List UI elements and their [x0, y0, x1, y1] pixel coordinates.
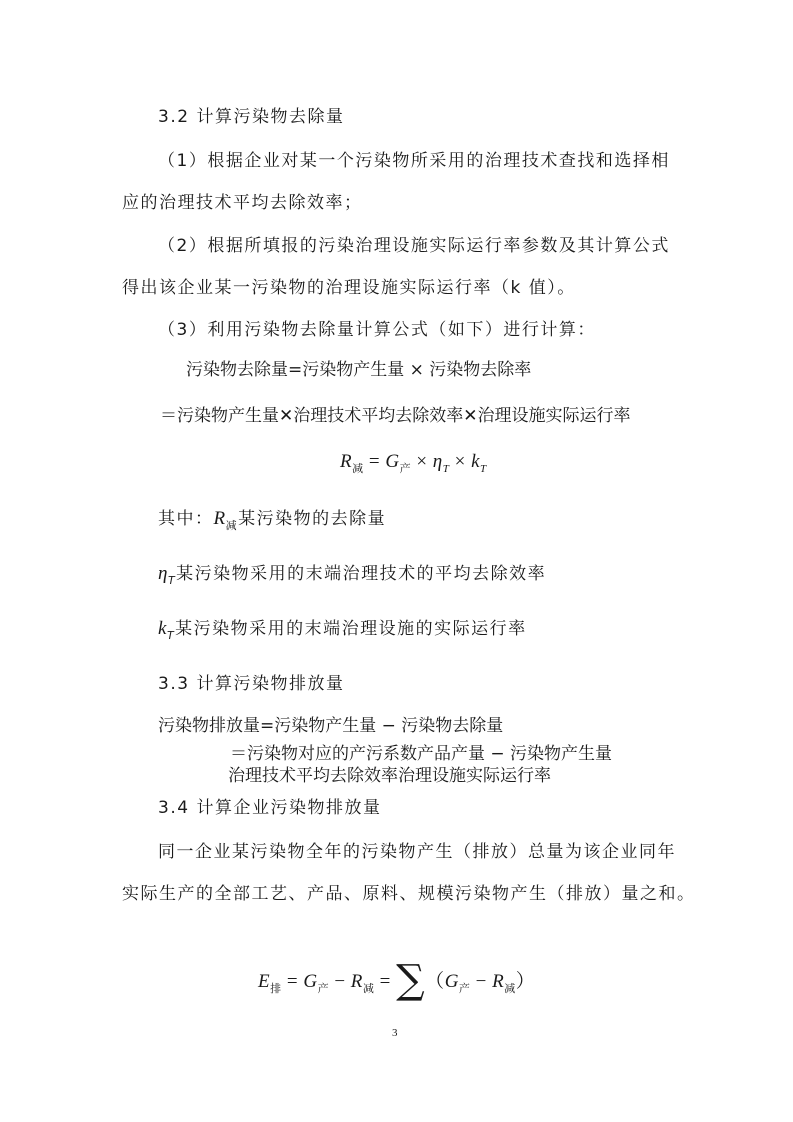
formula-times-2: ×	[454, 451, 466, 472]
sum-formula-G-sub: 产	[317, 983, 330, 995]
removal-formula	[340, 451, 487, 475]
section-3-4-para-line-2: 实际生产的全部工艺、产品、原料、规模污染物产生（排放）量之和。	[122, 884, 696, 904]
def-eta-symbol: η	[158, 563, 168, 584]
formula-R: R	[340, 451, 353, 472]
sum-formula-G: G	[303, 971, 318, 992]
sum-formula-E-sub: 排	[270, 983, 282, 995]
def-R-symbol: R	[213, 508, 226, 529]
sum-formula-equals-1: =	[286, 971, 299, 992]
page-number: 3	[392, 1027, 398, 1039]
def-k-symbol: k	[158, 618, 167, 639]
definition-k	[158, 618, 527, 642]
sum-formula-G2-sub: 产	[458, 983, 471, 995]
formula-G-sub: 产	[399, 463, 412, 475]
sum-formula-minus-2: −	[475, 971, 487, 992]
sum-formula-G2: G	[444, 971, 459, 992]
section-3-4-para-line-1: 同一企业某污染物全年的污染物产生（排放）总量为该企业同年	[158, 842, 676, 862]
def-k-sub: T	[166, 629, 176, 642]
removal-equation-1: 污染物去除量=污染物产生量 × 污染物去除率	[186, 360, 532, 380]
def-R-text: 某污染物的去除量	[238, 509, 387, 529]
sum-formula-minus-1: −	[334, 971, 346, 992]
definition-R	[158, 508, 386, 532]
section-3-2-heading: 3.2 计算污染物去除量	[158, 107, 345, 127]
formula-G: G	[385, 451, 400, 472]
sum-formula-R-sub: 减	[362, 983, 375, 995]
sigma-symbol: ∑	[396, 957, 426, 1003]
emission-equation-3: 治理技术平均去除效率治理设施实际运行率	[228, 766, 551, 786]
item-3: （3）利用污染物去除量计算公式（如下）进行计算：	[158, 320, 596, 340]
section-3-4-heading: 3.4 计算企业污染物排放量	[158, 798, 382, 818]
item-2-line-1: （2）根据所填报的污染治理设施实际运行率参数及其计算公式	[158, 236, 670, 256]
emission-equation-1: 污染物排放量=污染物产生量 − 污染物去除量	[158, 716, 504, 736]
item-1-line-2: 应的治理技术平均去除效率；	[122, 193, 363, 213]
sum-formula-lparen: （	[425, 971, 445, 992]
formula-k-sub: T	[480, 463, 487, 475]
where-label: 其中：	[158, 509, 214, 529]
def-eta-text: 某污染物采用的末端治理技术的平均去除效率	[176, 564, 547, 584]
definition-eta	[158, 563, 546, 587]
formula-eta: η	[432, 451, 443, 472]
item-1-line-1: （1）根据企业对某一个污染物所采用的治理技术查找和选择相	[158, 151, 670, 171]
formula-times-1: ×	[416, 451, 428, 472]
emission-equation-2: ＝污染物对应的产污系数产品产量 − 污染物产生量	[230, 744, 613, 764]
def-R-sub: 减	[225, 519, 239, 532]
emission-sum-formula	[258, 957, 536, 1003]
sum-formula-equals-2: =	[379, 971, 391, 992]
formula-k: k	[471, 451, 480, 472]
item-2-line-2: 得出该企业某一污染物的治理设施实际运行率（k 值）。	[122, 278, 576, 298]
sum-formula-R2-sub: 减	[504, 983, 516, 995]
def-k-text: 某污染物采用的末端治理设施的实际运行率	[175, 619, 527, 639]
sum-formula-R: R	[350, 971, 363, 992]
section-3-3-heading: 3.3 计算污染物排放量	[158, 674, 345, 694]
formula-eta-sub: T	[442, 463, 450, 475]
def-eta-sub: T	[167, 574, 177, 587]
sum-formula-R2: R	[492, 971, 505, 992]
formula-R-sub: 减	[352, 463, 364, 475]
formula-equals: =	[368, 451, 381, 472]
sum-formula-E: E	[258, 971, 271, 992]
removal-equation-2: ＝污染物产生量✕治理技术平均去除效率✕治理设施实际运行率	[160, 406, 631, 426]
sum-formula-rparen: ）	[515, 971, 536, 992]
